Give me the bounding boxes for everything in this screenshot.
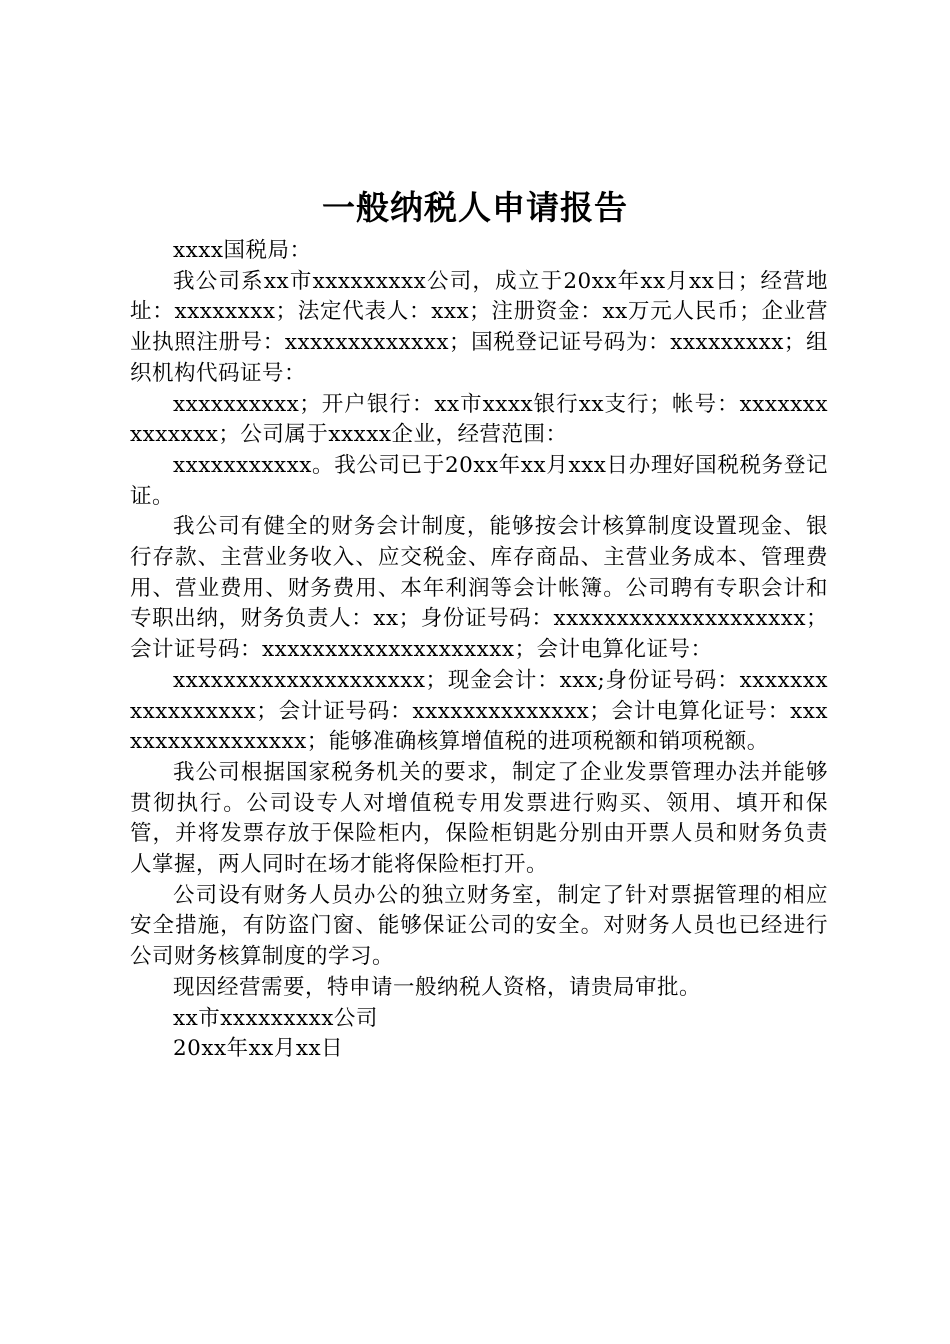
paragraph-security: 公司设有财务人员办公的独立财务室，制定了针对票据管理的相应安全措施，有防盗门窗、能够保证公司的安全。对财务人员也已经进行公司财务核算制度的学习。 xyxy=(130,882,828,970)
paragraph-accounting-system: 我公司有健全的财务会计制度，能够按会计核算制度设置现金、银行存款、主营业务收入、应交税金、库存商品、主营业务成本、管理费用、营业费用、财务费用、本年利润等会计帐簿。公司聘有专职会计和专职出纳，财务负责人：xx；身份证号码：xxxxxxxxxxxxxxxxxxxx；会计证号码：xxxxxxxxxxxxxxxxxxxx；会计电算化证号： xyxy=(130,514,828,663)
document-body xyxy=(130,236,828,1065)
paragraph-bank-info: xxxxxxxxxx；开户银行：xx市xxxx银行xx支行；帐号：xxxxxxxxxxxxxx；公司属于xxxxx企业，经营范围： xyxy=(130,391,828,448)
salutation: xxxx国税局： xyxy=(173,238,312,263)
paragraph-request: 现因经营需要，特申请一般纳税人资格，请贵局审批。 xyxy=(173,974,702,1000)
paragraph-registration: xxxxxxxxxxx。我公司已于20xx年xx月xxx日办理好国税税务登记证。 xyxy=(130,452,828,509)
paragraph-company-info: 我公司系xx市xxxxxxxxx公司，成立于20xx年xx月xx日；经营地址：xxxxxxxx；法定代表人：xxx；注册资金：xx万元人民币；企业营业执照注册号：xxxxxxxxxxxxx；国税登记证号码为：xxxxxxxxx；组织机构代码证号： xyxy=(130,268,828,386)
signature-date: 20xx年xx月xx日 xyxy=(173,1036,344,1062)
paragraph-cashier-info: xxxxxxxxxxxxxxxxxxxx；现金会计：xxx;身份证号码：xxxxxxxxxxxxxxxxx；会计证号码：xxxxxxxxxxxxxx；会计电算化证号：xxxxxxxxxxxxxxxxx；能够准确核算增值税的进项税额和销项税额。 xyxy=(130,667,828,755)
document-title: 一般纳税人申请报告 xyxy=(322,188,628,227)
signature-company: xx市xxxxxxxxx公司 xyxy=(173,1005,378,1031)
paragraph-invoice-management: 我公司根据国家税务机关的要求，制定了企业发票管理办法并能够贯彻执行。公司设专人对增值税专用发票进行购买、领用、填开和保管，并将发票存放于保险柜内，保险柜钥匙分别由开票人员和财务负责人掌握，两人同时在场才能将保险柜打开。 xyxy=(130,759,828,878)
